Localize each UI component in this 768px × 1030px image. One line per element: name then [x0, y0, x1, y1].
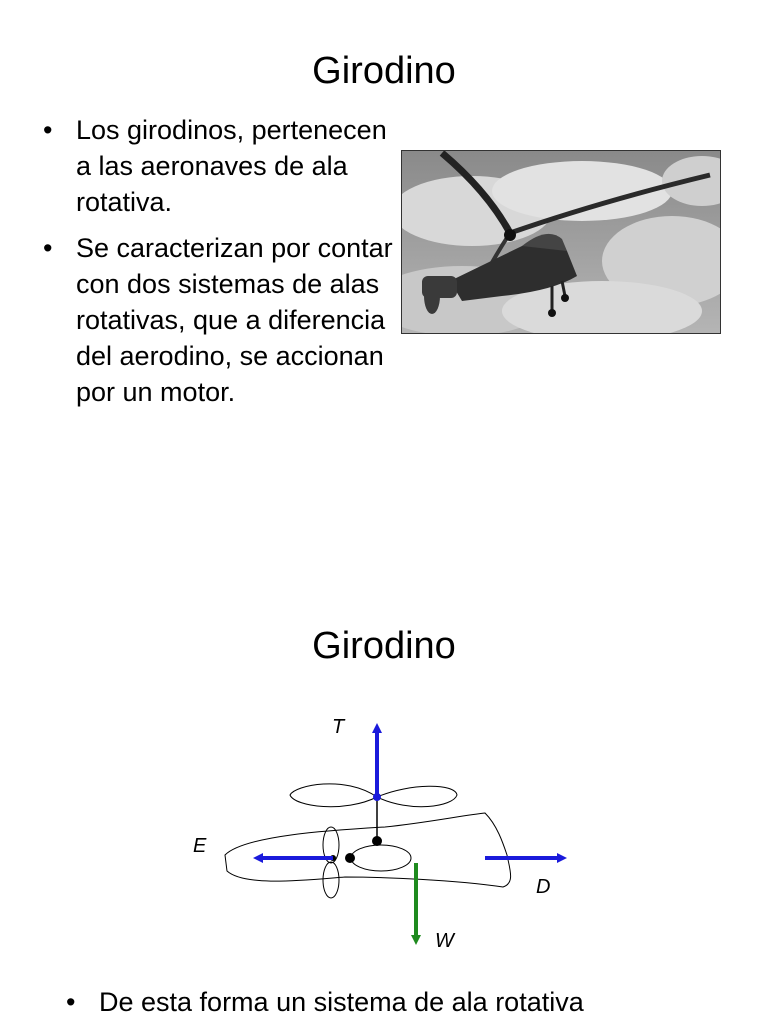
- bullet-text: Se caracterizan por contar con dos sistemas de alas rotativas, que a diferencia del aerodino, se accionan por un motor.: [76, 233, 393, 407]
- bullet-glyph: •: [43, 233, 53, 263]
- bullet-glyph: •: [66, 987, 76, 1017]
- hub-outline: [351, 845, 411, 871]
- bullet-text: De esta forma un sistema de ala rotativa: [99, 987, 584, 1017]
- label-t: T: [332, 716, 345, 738]
- side-propeller-lower: [323, 862, 339, 898]
- bullet-text: Los girodinos, pertenecen a las aeronaves de ala rotativa.: [76, 115, 387, 217]
- gyrodyne-photo: [401, 150, 721, 334]
- forces-diagram: [185, 705, 585, 955]
- slide-1-title: Girodino: [312, 50, 456, 92]
- slide-2-bullet-list: [66, 984, 746, 1030]
- bullet-glyph: •: [43, 115, 53, 145]
- bullet-item: [66, 984, 746, 1020]
- label-e: E: [193, 835, 207, 857]
- slide-1-bullet-list: [43, 112, 393, 420]
- mast-joint: [372, 836, 382, 846]
- bullet-item: [43, 112, 393, 220]
- label-w: W: [435, 930, 454, 952]
- gyrodyne-photo-image: [402, 151, 721, 334]
- thrust-origin: [373, 793, 381, 801]
- bullet-item: [43, 230, 393, 410]
- fuselage-outline: [225, 813, 511, 887]
- slide-2-title: Girodino: [312, 625, 456, 667]
- center-point: [345, 853, 355, 863]
- label-d: D: [536, 876, 551, 898]
